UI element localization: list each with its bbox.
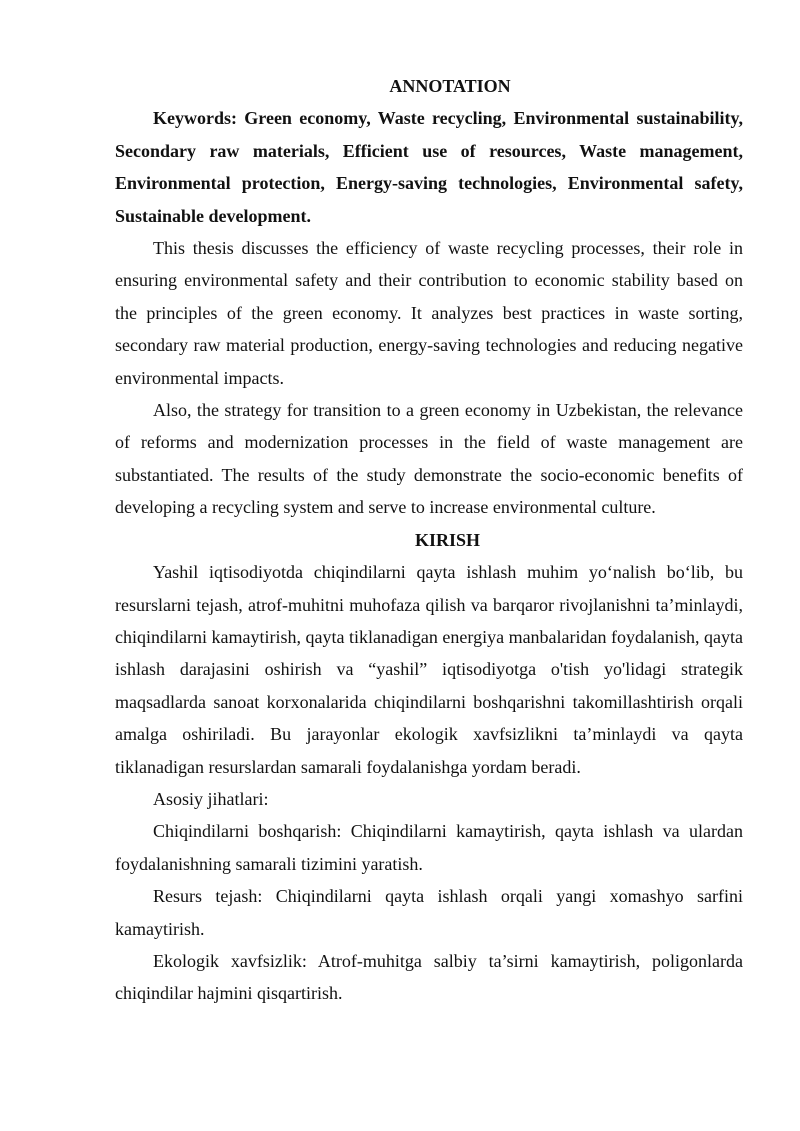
aspect-ecological-safety: Ekologik xavfsizlik: Atrof-muhitga salbiy ta’sirni kamaytirish, poligonlarda chiqindilar hajmini qisqartirish. xyxy=(115,950,743,1004)
aspect-resource-saving: Resurs tejash: Chiqindilarni qayta ishlash orqali yangi xomashyo sarfini kamaytirish. xyxy=(115,886,743,939)
aspects-intro: Asosiy jihatlari: xyxy=(153,788,269,809)
keywords-paragraph: Keywords: Green economy, Waste recycling, Environmental sustainability, Secondary raw materials, Efficient use of resources, Waste management, Environmental protection, Energy-saving technologies, Environmental safety, Sustainable development. xyxy=(115,108,743,226)
annotation-paragraph-1: This thesis discusses the efficiency of waste recycling processes, their role in ensuring environmental safety and their contribution to economic stability based on the principles of the green economy. It analyzes best practices in waste sorting, secondary raw material production, energy-saving technologies and reducing negative environmental impacts. xyxy=(115,238,743,388)
kirish-paragraph-1: Yashil iqtisodiyotda chiqindilarni qayta ishlash muhim yo‘nalish bo‘lib, bu resurslarni tejash, atrof-muhitni muhofaza qilish va barqaror rivojlanishni ta’minlaydi, chiqindilarni kamaytirish, qayta tiklanadigan energiya manbalaridan foydalanish, qayta ishlash darajasini oshirish va “yashil” iqtisodiyotga o'tish yo'lidagi strategik maqsadlarda sanoat korxonalarida chiqindilarni boshqarishni takomillashtirish orqali amalga oshiriladi. Bu jarayonlar ekologik xavfsizlikni ta’minlaydi va qayta tiklanadigan resurslardan samarali foydalanishga yordam beradi. xyxy=(115,562,743,777)
document-page xyxy=(115,70,743,1010)
annotation-heading: ANNOTATION xyxy=(389,76,511,96)
aspect-waste-management: Chiqindilarni boshqarish: Chiqindilarni kamaytirish, qayta ishlash va ulardan foydalanishning samarali tizimini yaratish. xyxy=(115,821,743,874)
kirish-heading: KIRISH xyxy=(414,529,481,550)
annotation-paragraph-2: Also, the strategy for transition to a green economy in Uzbekistan, the relevance of reforms and modernization processes in the field of waste management are substantiated. The results of the study demonstrate the socio-economic benefits of developing a recycling system and serve to increase environmental culture. xyxy=(115,400,743,518)
